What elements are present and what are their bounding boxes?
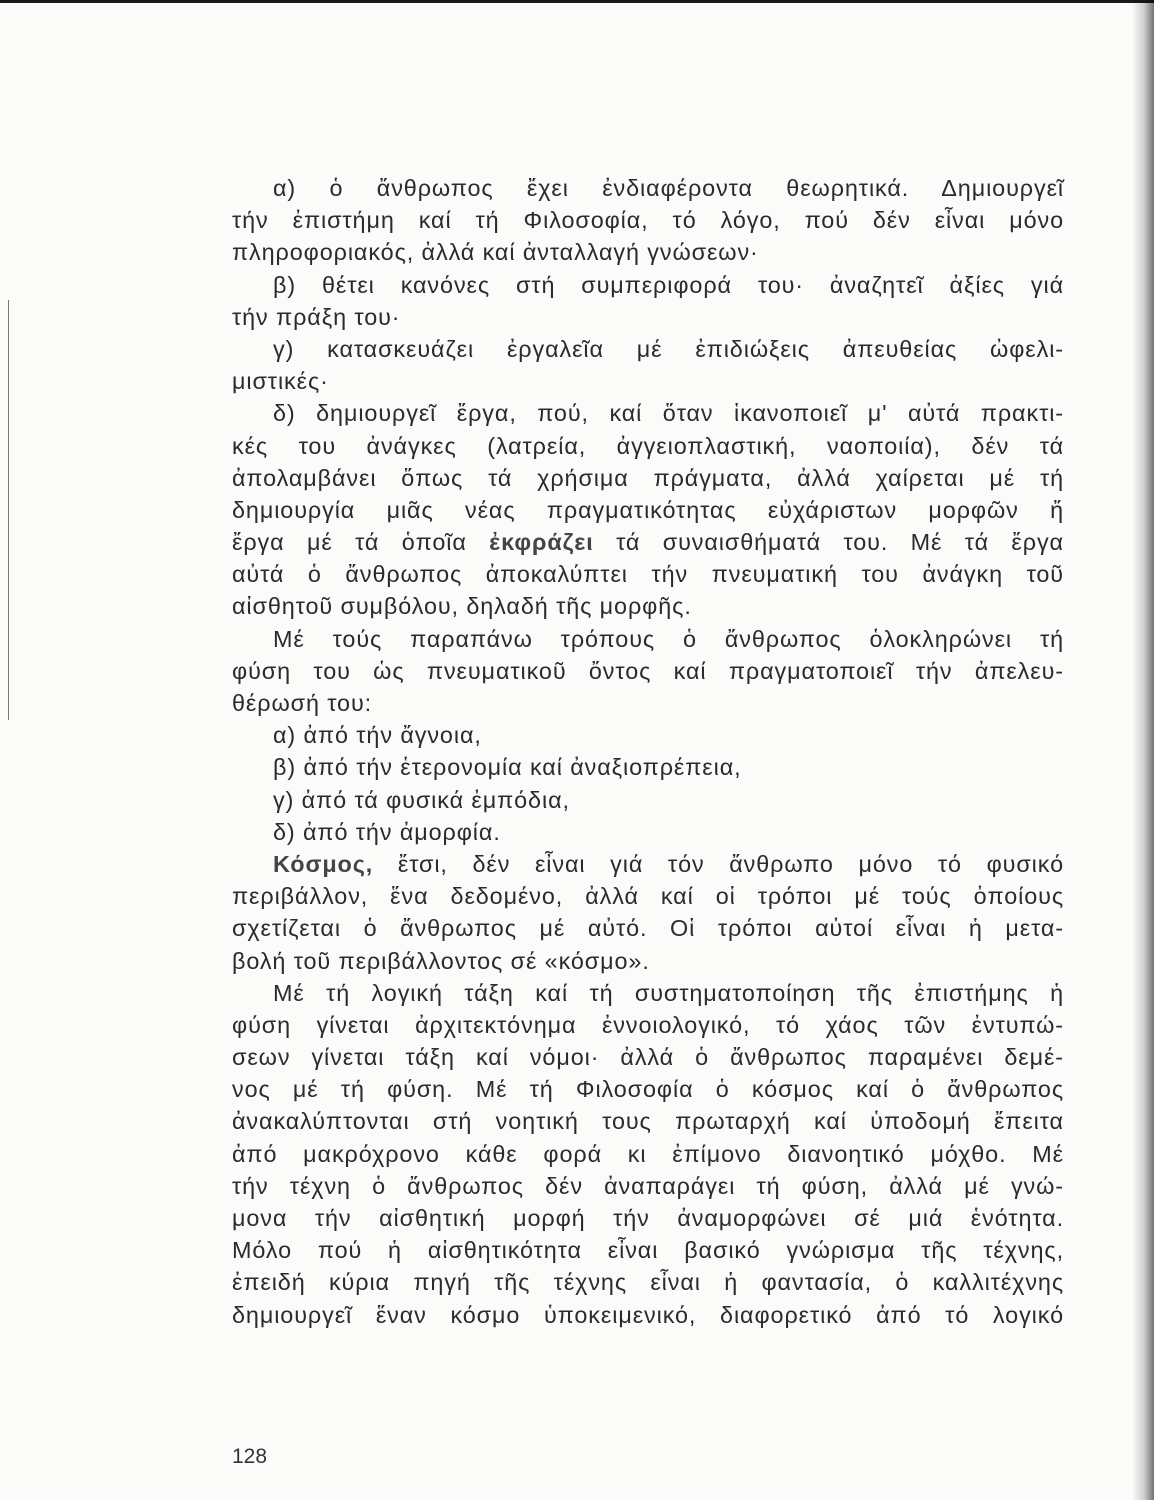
text-line: γ) κατασκευάζει ἐργαλεῖα μέ ἐπιδιώξεις ἀπευθείας ὠφελι-	[273, 335, 1064, 362]
text-line: περιβάλλον, ἕνα δεδομένο, ἀλλά καί οἱ τρόποι μέ τούς ὁποίους	[232, 883, 1064, 910]
text-line: μιστικές·	[232, 368, 329, 395]
text-line: ἀνακαλύπτονται στή νοητική τους πρωταρχή καί ὑποδομή ἔπειτα	[232, 1108, 1064, 1135]
emphasis-term: ἐκφράζει	[489, 529, 594, 556]
text-line: κές του ἀνάγκες (λατρεία, ἀγγειοπλαστική, ναοποιία), δέν τά	[232, 432, 1064, 459]
text-segment: ἔργα μέ τά ὁποῖα	[232, 529, 490, 556]
text-line: φύση γίνεται ἀρχιτεκτόνημα ἐννοιολογικό, τό χάος τῶν ἐντυπώ-	[232, 1011, 1064, 1038]
text-line: βολή τοῦ περιβάλλοντος σέ «κόσμο».	[232, 947, 650, 974]
binding-shadow	[1132, 0, 1154, 1500]
page-number: 128	[232, 1445, 268, 1468]
text-line: Μέ τή λογική τάξη καί τή συστηματοποίηση τῆς ἐπιστήμης ἡ	[273, 979, 1064, 1006]
text-line	[232, 848, 1064, 880]
text-line: σεων γίνεται τάξη καί νόμοι· ἀλλά ὁ ἄνθρωπος παραμένει δεμέ-	[232, 1044, 1064, 1071]
text-line: ἐπειδή κύρια πηγή τῆς τέχνης εἶναι ἡ φαντασία, ὁ καλλιτέχνης	[232, 1269, 1064, 1296]
page-margin-line	[8, 300, 9, 720]
text-line: Μόλο πού ἡ αἰσθητικότητα εἶναι βασικό γνώρισμα τῆς τέχνης,	[232, 1237, 1064, 1264]
text-line: δ) δημιουργεῖ ἔργα, πού, καί ὅταν ἱκανοποιεῖ μ' αὐτά πρακτι-	[273, 400, 1064, 427]
text-line: α) ὁ ἄνθρωπος ἔχει ἐνδιαφέροντα θεωρητικά. Δημιουργεῖ	[273, 175, 1064, 201]
text-line: πληροφοριακός, ἀλλά καί ἀνταλλαγή γνώσεων·	[232, 239, 759, 266]
text-segment: τά συναισθήματά του. Μέ τά ἔργα	[593, 529, 1064, 556]
body-text	[232, 172, 1064, 1331]
text-line: τήν τέχνη ὁ ἄνθρωπος δέν ἀναπαράγει τή φύση, ἀλλά μέ γνώ-	[232, 1172, 1064, 1199]
text-line	[232, 526, 1064, 558]
text-line: ἀπολαμβάνει ὅπως τά χρήσιμα πράγματα, ἀλλά χαίρεται μέ τή	[232, 464, 1064, 491]
text-line: ἀπό μακρόχρονο κάθε φορά κι ἐπίμονο διανοητικό μόχθο. Μέ	[232, 1140, 1064, 1167]
text-line: δημιουργεῖ ἕναν κόσμο ὑποκειμενικό, διαφορετικό ἀπό τό λογικό	[232, 1301, 1064, 1328]
text-line: Μέ τούς παραπάνω τρόπους ὁ ἄνθρωπος ὁλοκληρώνει τή	[273, 625, 1064, 652]
text-line: φύση του ὡς πνευματικοῦ ὄντος καί πραγματοποιεῖ τήν ἀπελευ-	[232, 657, 1064, 684]
text-line: δημιουργία μιᾶς νέας πραγματικότητας εὐχάριστων μορφῶν ἤ	[232, 496, 1064, 523]
text-line: σχετίζεται ὁ ἄνθρωπος μέ αὐτό. Οἱ τρόποι αὐτοί εἶναι ἡ μετα-	[232, 915, 1064, 942]
page-top-edge	[0, 0, 1154, 3]
text-line: νος μέ τή φύση. Μέ τή Φιλοσοφία ὁ κόσμος καί ὁ ἄνθρωπος	[232, 1076, 1064, 1103]
list-item: α) ἀπό τήν ἄγνοια,	[273, 722, 482, 749]
text-segment: ἔτσι, δέν εἶναι γιά τόν ἄνθρωπο μόνο τό φυσικό	[373, 850, 1064, 877]
text-line: αἰσθητοῦ συμβόλου, δηλαδή τῆς μορφῆς.	[232, 593, 692, 620]
list-item: γ) ἀπό τά φυσικά ἐμπόδια,	[273, 786, 570, 813]
text-line: θέρωσή του:	[232, 690, 373, 716]
text-line: αὐτά ὁ ἄνθρωπος ἀποκαλύπτει τήν πνευματική του ἀνάγκη τοῦ	[232, 561, 1064, 588]
text-line: μονα τήν αἰσθητική μορφή τήν ἀναμορφώνει σέ μιά ἑνότητα.	[232, 1205, 1064, 1231]
list-item: β) ἀπό τήν ἑτερονομία καί ἀναξιοπρέπεια,	[273, 754, 742, 781]
text-line: τήν πράξη του·	[232, 303, 401, 330]
emphasis-term: Κόσμος,	[273, 850, 374, 877]
text-line: τήν ἐπιστήμη καί τή Φιλοσοφία, τό λόγο, πού δέν εἶναι μόνο	[232, 207, 1064, 234]
text-line: β) θέτει κανόνες στή συμπεριφορά του· ἀναζητεῖ ἀξίες γιά	[273, 271, 1064, 298]
list-item: δ) ἀπό τήν ἀμορφία.	[273, 818, 501, 845]
